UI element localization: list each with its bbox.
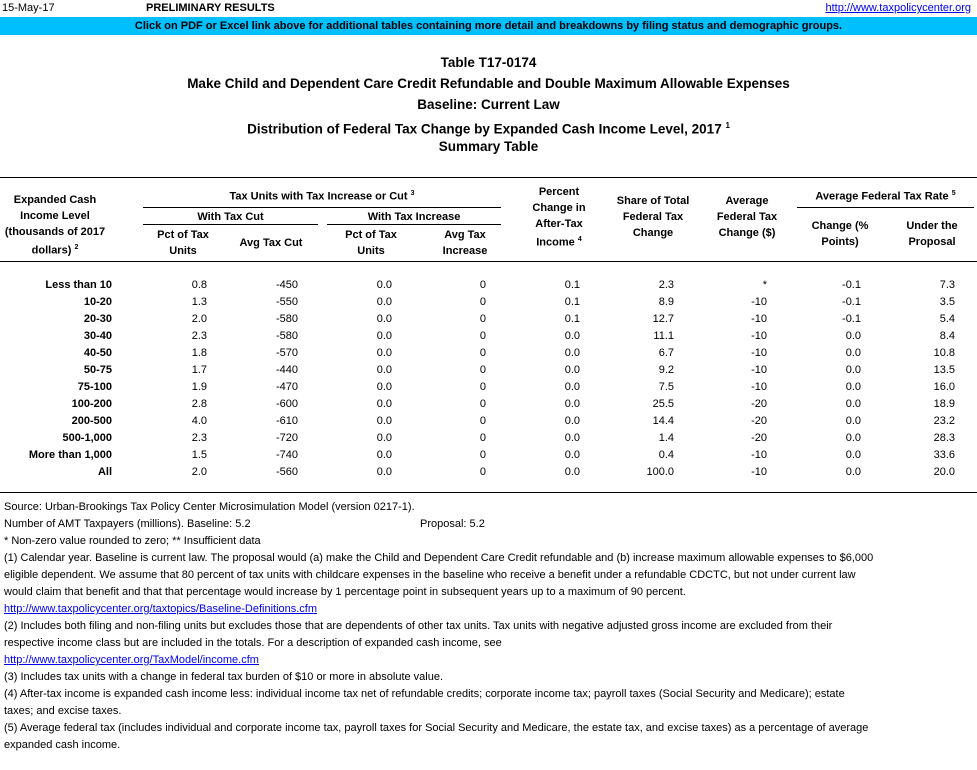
cell-rate-proposal: 16.0	[933, 381, 955, 393]
cell-rate-change: 0.0	[845, 381, 861, 393]
cell-avg-fed-change: -10	[751, 381, 767, 393]
cell-pct-units-inc: 0.0	[376, 398, 392, 410]
col-income-level: Expanded Cash Income Level (thousands of 2017 dollars) $^2$	[4, 194, 106, 257]
cell-share-total: 25.5	[652, 398, 674, 410]
cell-avg-cut: -720	[275, 432, 298, 444]
col-avg-fed-change: Average Federal Tax Change ($)	[716, 195, 778, 239]
cell-share-total: 7.5	[658, 381, 674, 393]
cell-rate-proposal: 28.3	[933, 432, 955, 444]
notice-banner: Click on PDF or Excel link above for additional tables containing more detail and breakdowns by filing status and demographic groups.	[0, 17, 977, 35]
table-row	[0, 464, 977, 481]
cell-pct-units-cut: 1.3	[191, 296, 207, 308]
cell-share-total: 1.4	[658, 432, 674, 444]
cell-avg-inc: 0	[479, 415, 486, 427]
table-row	[0, 277, 977, 294]
cell-rate-proposal: 3.5	[939, 296, 955, 308]
cell-avg-fed-change: -10	[751, 296, 767, 308]
header-bottom-rule	[0, 261, 977, 262]
baseline-definitions-link[interactable]: http://www.taxpolicycenter.org/taxtopics/Baseline-Definitions.cfm	[4, 603, 318, 615]
cell-share-total: 9.2	[658, 364, 674, 376]
cell-pct-units-inc: 0.0	[376, 296, 392, 308]
cell-avg-inc: 0	[479, 364, 486, 376]
rate-group-rule	[797, 207, 974, 208]
cell-pct-units-cut: 1.9	[191, 381, 207, 393]
title-line-4: Summary Table	[438, 139, 539, 154]
cell-avg-inc: 0	[479, 313, 486, 325]
title-line-3: Distribution of Federal Tax Change by Expanded Cash Income Level, 2017 $^1$	[247, 121, 730, 137]
cell-rate-proposal: 13.5	[933, 364, 955, 376]
cell-pct-units-cut: 4.0	[191, 415, 207, 427]
col-avg-rate-group: Average Federal Tax Rate $^5$	[815, 190, 956, 203]
cell-pct-units-cut: 2.0	[191, 466, 207, 478]
col-rate-proposal: Under the Proposal	[906, 220, 958, 248]
cell-avg-cut: -550	[275, 296, 298, 308]
table-row	[0, 294, 977, 311]
cell-pct-units-cut: 1.5	[191, 449, 207, 461]
cell-share-total: 100.0	[646, 466, 674, 478]
cell-pct-change-after-tax: 0.0	[564, 330, 580, 342]
cell-rate-change: -0.1	[842, 296, 861, 308]
cell-pct-change-after-tax: 0.0	[564, 432, 580, 444]
cell-share-total: 2.3	[658, 279, 674, 291]
cell-pct-units-inc: 0.0	[376, 364, 392, 376]
cell-rate-proposal: 10.8	[933, 347, 955, 359]
cell-pct-change-after-tax: 0.0	[564, 466, 580, 478]
cell-avg-inc: 0	[479, 466, 486, 478]
cell-avg-cut: -580	[275, 330, 298, 342]
cell-avg-fed-change: -10	[751, 313, 767, 325]
cell-pct-units-cut: 2.3	[191, 432, 207, 444]
cell-pct-units-inc: 0.0	[376, 313, 392, 325]
col-pct-change-after-tax: Percent Change in After-Tax Income $^4$	[532, 186, 586, 249]
cell-pct-units-inc: 0.0	[376, 330, 392, 342]
cell-rate-change: 0.0	[845, 466, 861, 478]
cell-share-total: 14.4	[652, 415, 674, 427]
col-with-increase: With Tax Increase	[367, 211, 461, 223]
cell-pct-change-after-tax: 0.0	[564, 415, 580, 427]
row-label: Less than 10	[45, 279, 112, 291]
cell-rate-change: 0.0	[845, 398, 861, 410]
cell-rate-change: -0.1	[842, 313, 861, 325]
table-row	[0, 362, 977, 379]
cell-pct-units-cut: 0.8	[191, 279, 207, 291]
row-label: 100-200	[71, 398, 112, 410]
col-tax-units-group: Tax Units with Tax Increase or Cut $^3$	[229, 190, 415, 203]
cell-rate-proposal: 23.2	[933, 415, 955, 427]
cell-avg-inc: 0	[479, 347, 486, 359]
cell-pct-change-after-tax: 0.1	[564, 313, 580, 325]
cell-pct-change-after-tax: 0.0	[564, 449, 580, 461]
col-avg-inc: Avg Tax Increase	[442, 229, 488, 257]
amt-note: Number of AMT Taxpayers (millions). Baseline: 5.2 Proposal: 5.2	[4, 516, 972, 533]
cell-share-total: 8.9	[658, 296, 674, 308]
cell-rate-proposal: 33.6	[933, 449, 955, 461]
cell-avg-inc: 0	[479, 296, 486, 308]
table-bottom-rule	[0, 492, 977, 493]
top-bar	[0, 0, 977, 17]
cell-avg-inc: 0	[479, 279, 486, 291]
income-definition-link[interactable]: http://www.taxpolicycenter.org/TaxModel/income.cfm	[4, 654, 259, 666]
cell-pct-units-inc: 0.0	[376, 449, 392, 461]
row-label: 40-50	[83, 347, 112, 359]
cell-avg-fed-change: -20	[751, 398, 767, 410]
cell-avg-inc: 0	[479, 381, 486, 393]
status-label: PRELIMINARY RESULTS	[146, 2, 275, 14]
row-label: 75-100	[77, 381, 112, 393]
row-label: 10-20	[83, 296, 112, 308]
report-date: 15-May-17	[2, 2, 55, 14]
table-id: Table T17-0174	[440, 55, 537, 70]
table-row	[0, 345, 977, 362]
cell-avg-fed-change: -10	[751, 347, 767, 359]
cell-rate-change: 0.0	[845, 432, 861, 444]
col-with-cut: With Tax Cut	[197, 211, 264, 223]
tpc-link[interactable]: http://www.taxpolicycenter.org	[825, 2, 971, 14]
cell-pct-units-cut: 2.0	[191, 313, 207, 325]
cell-avg-inc: 0	[479, 398, 486, 410]
cell-avg-cut: -440	[275, 364, 298, 376]
col-pct-units-cut: Pct of Tax Units	[157, 229, 209, 257]
table-row	[0, 379, 977, 396]
cell-rate-change: 0.0	[845, 415, 861, 427]
cell-rate-proposal: 18.9	[933, 398, 955, 410]
cell-rate-proposal: 8.4	[939, 330, 955, 342]
cell-avg-fed-change: -20	[751, 432, 767, 444]
tax-units-group-rule	[143, 207, 501, 208]
footnote-3: (3) Includes tax units with a change in federal tax burden of $10 or more in absolute value.	[4, 671, 444, 683]
cell-pct-units-inc: 0.0	[376, 432, 392, 444]
row-label: 500-1,000	[62, 432, 112, 444]
cell-avg-fed-change: -10	[751, 364, 767, 376]
cell-avg-fed-change: -20	[751, 415, 767, 427]
col-share-total: Share of Total Federal Tax Change	[616, 195, 690, 239]
cell-avg-fed-change: -10	[751, 466, 767, 478]
footnote-1: (1) Calendar year. Baseline is current law. The proposal would (a) make the Child and Dependent Care Credit refundable and (b) increase maximum allowable expenses to $6,000 eligible dependent. We assume that 80 percent of tax units with childcare expenses in the baseline who receive a benefit under a refundable CDCTC, but not under current law would claim that benefit and that that percentage would increase by 1 percentage point in subsequent years up to a maximum of 90 percent. http://www.taxpolicycenter.org/taxtopics/Baseline-Definitions.cfm	[4, 552, 874, 615]
cell-pct-change-after-tax: 0.1	[564, 279, 580, 291]
cell-rate-proposal: 7.3	[939, 279, 955, 291]
cell-avg-inc: 0	[479, 449, 486, 461]
cell-avg-cut: -610	[275, 415, 298, 427]
table-row	[0, 328, 977, 345]
footnote-4: (4) After-tax income is expanded cash income less: individual income tax net of refundable credits; corporate income tax; payroll taxes (Social Security and Medicare); estate taxes; and excise taxes.	[4, 688, 845, 717]
cell-avg-fed-change: *	[762, 279, 767, 291]
table-row	[0, 430, 977, 447]
table-row	[0, 396, 977, 413]
cell-avg-fed-change: -10	[751, 449, 767, 461]
title-line-1: Make Child and Dependent Care Credit Refundable and Double Maximum Allowable Expenses	[187, 76, 790, 91]
cell-rate-change: 0.0	[845, 449, 861, 461]
source-note: Source: Urban-Brookings Tax Policy Center Microsimulation Model (version 0217-1).	[4, 501, 415, 513]
cell-pct-units-cut: 1.8	[191, 347, 207, 359]
cell-share-total: 12.7	[652, 313, 674, 325]
cell-avg-cut: -450	[275, 279, 298, 291]
cell-share-total: 6.7	[658, 347, 674, 359]
cell-rate-proposal: 20.0	[933, 466, 955, 478]
cell-pct-units-inc: 0.0	[376, 415, 392, 427]
cell-share-total: 11.1	[653, 330, 674, 342]
row-label: 30-40	[83, 330, 112, 342]
cell-pct-change-after-tax: 0.0	[564, 364, 580, 376]
cell-pct-units-inc: 0.0	[376, 381, 392, 393]
cell-rate-proposal: 5.4	[939, 313, 955, 325]
cell-avg-cut: -570	[275, 347, 298, 359]
row-label: 50-75	[83, 364, 112, 376]
cell-pct-units-cut: 2.3	[191, 330, 207, 342]
cell-avg-inc: 0	[479, 330, 486, 342]
row-label: All	[97, 466, 112, 478]
cell-avg-fed-change: -10	[751, 330, 767, 342]
row-label: 200-500	[71, 415, 112, 427]
table-row	[0, 413, 977, 430]
cell-avg-cut: -600	[275, 398, 298, 410]
header-top-rule	[0, 177, 977, 178]
table-row	[0, 447, 977, 464]
cell-pct-units-inc: 0.0	[376, 347, 392, 359]
row-label: 20-30	[83, 313, 112, 325]
cell-pct-change-after-tax: 0.0	[564, 381, 580, 393]
cell-avg-cut: -560	[275, 466, 298, 478]
cell-pct-change-after-tax: 0.1	[564, 296, 580, 308]
cell-avg-cut: -580	[275, 313, 298, 325]
table-titles	[0, 52, 977, 157]
cell-avg-cut: -470	[275, 381, 298, 393]
cell-pct-units-inc: 0.0	[376, 279, 392, 291]
footnote-5: (5) Average federal tax (includes individual and corporate income tax, payroll taxes for Social Security and Medicare, the estate tax, and excise taxes) as a percentage of average expanded cash income.	[4, 722, 869, 751]
cell-pct-units-cut: 1.7	[191, 364, 207, 376]
title-line-2: Baseline: Current Law	[417, 97, 560, 112]
cell-share-total: 0.4	[658, 449, 674, 461]
cell-pct-units-cut: 2.8	[191, 398, 207, 410]
col-pct-units-inc: Pct of Tax Units	[345, 229, 397, 257]
row-label: More than 1,000	[28, 449, 112, 461]
col-avg-cut: Avg Tax Cut	[239, 237, 303, 249]
amt-proposal: Proposal: 5.2	[420, 518, 485, 530]
cell-avg-cut: -740	[275, 449, 298, 461]
cell-rate-change: 0.0	[845, 364, 861, 376]
footnote-2: (2) Includes both filing and non-filing units but excludes those that are dependents of other tax units. Tax units with negative adjusted gross income are excluded from their respective income class but are included in the totals. For a description of expanded cash income, see http://www.taxpolicycenter.org/TaxModel/income.cfm	[4, 620, 833, 666]
cell-avg-inc: 0	[479, 432, 486, 444]
table-row	[0, 311, 977, 328]
legend-note: * Non-zero value rounded to zero; ** Insufficient data	[4, 535, 261, 547]
cell-rate-change: -0.1	[842, 279, 861, 291]
cell-pct-change-after-tax: 0.0	[564, 347, 580, 359]
cell-rate-change: 0.0	[845, 330, 861, 342]
col-rate-change: Change (% Points)	[811, 220, 869, 248]
cell-pct-units-inc: 0.0	[376, 466, 392, 478]
cell-pct-change-after-tax: 0.0	[564, 398, 580, 410]
cell-rate-change: 0.0	[845, 347, 861, 359]
